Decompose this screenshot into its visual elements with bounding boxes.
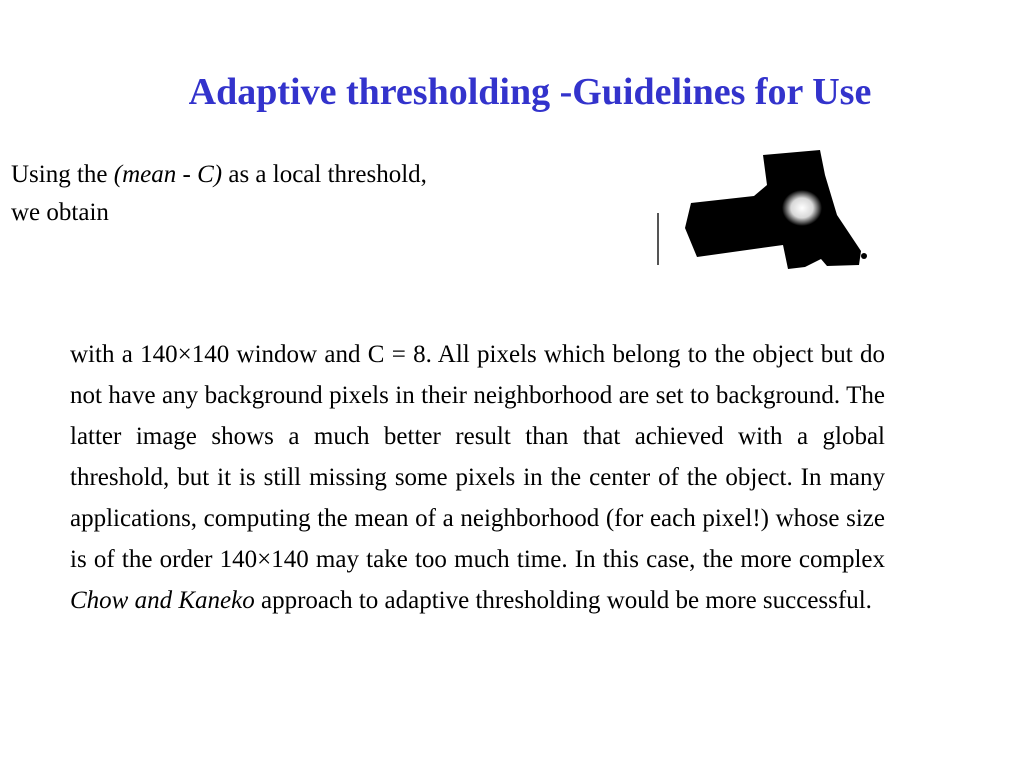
t-shape-result-icon	[655, 145, 885, 275]
slide-title: Adaptive thresholding -Guidelines for Use	[188, 71, 872, 113]
edge-artifact-line	[657, 213, 659, 265]
body-paragraph	[70, 334, 885, 621]
intro-line2: we obtain	[11, 199, 109, 226]
body-part1: with a 140×140 window and C = 8. All pixels which belong to the object but do not have any background pixels in their neighborhood are set to background. The latter image shows a much better result than that achieved with a global threshold, but it is still missing some pixels in the center of the object. In many applications, computing the mean of a neighborhood (for each pixel!) whose size is of the order 140×140 may take too much time. In this case, the more complex	[70, 341, 885, 573]
intro-after: as a local threshold,	[222, 161, 427, 188]
intro-formula: (mean - C)	[113, 161, 223, 188]
intro-before: Using the	[11, 161, 114, 188]
thresholded-image	[655, 145, 885, 275]
t-shape-object	[685, 150, 861, 269]
intro-text	[11, 156, 611, 232]
speck	[861, 253, 867, 259]
chow-kaneko-emphasis: Chow and Kaneko	[70, 587, 255, 614]
body-part2: approach to adaptive thresholding would be more successful.	[254, 587, 872, 614]
missing-center-pixels	[782, 190, 822, 226]
